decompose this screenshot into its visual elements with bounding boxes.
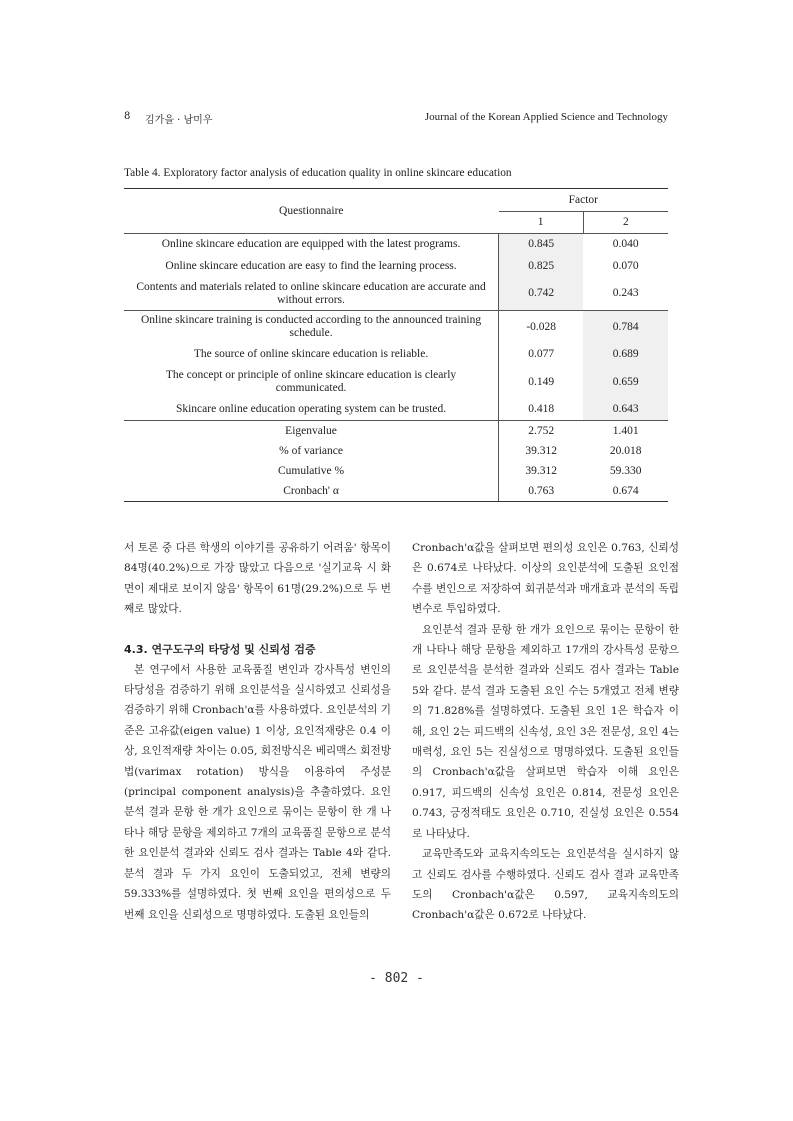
stat-value-f2: 59.330 xyxy=(609,465,642,477)
question-cell: Online skincare education are easy to find the learning process. xyxy=(124,256,499,278)
stat-value-f1: 2.752 xyxy=(499,421,584,442)
stat-value-f1: 39.312 xyxy=(525,445,557,457)
table-row xyxy=(124,256,668,278)
question-cell: Contents and materials related to online skincare education are accurate and without errors. xyxy=(124,278,499,311)
stat-row-eigenvalue xyxy=(124,421,668,442)
col-questionnaire: Questionnaire xyxy=(124,189,499,234)
factor1-cell: 0.418 xyxy=(528,402,555,415)
factor2-cell: 0.784 xyxy=(583,311,668,344)
body-paragraph: 교육만족도와 교육지속의도는 요인분석을 실시하지 않고 신뢰도 검사를 수행하였다. 신뢰도 검사 결과 교육만족도의 Cronbach'α값은 0.597, 교육지속의도의 Cronbach'α값은 0.672로 나타났다. xyxy=(412,848,679,922)
page-footer-number: - 802 - xyxy=(369,971,424,986)
table-header-row xyxy=(124,189,668,212)
stat-value-f2: 1.401 xyxy=(583,421,668,442)
body-paragraph: 서 토론 중 다른 학생의 이야기를 공유하기 어려움' 항목이 84명(40.2%)으로 가장 많았고 다음으로 '실기교육 시 화면이 제대로 보이지 않음' 항목이 61명(29.2%)으로 두 번째로 많았다. xyxy=(124,542,391,616)
question-cell: Skincare online education operating system can be trusted. xyxy=(124,399,499,421)
question-cell: The source of online skincare education is reliable. xyxy=(124,344,499,366)
stat-value-f2: 0.674 xyxy=(583,482,668,502)
body-paragraph: Cronbach'α값을 살펴보면 편의성 요인은 0.763, 신뢰성은 0.674로 나타났다. 이상의 요인분석에 도출된 요인점수를 변인으로 저장하여 회귀분석과 매개효과 분석의 독립변수로 투입하였다. xyxy=(412,542,679,616)
table-row xyxy=(124,344,668,366)
question-cell: Online skincare education are equipped with the latest programs. xyxy=(124,234,499,256)
table-caption: Table 4. Exploratory factor analysis of education quality in online skincare education xyxy=(124,167,512,179)
running-header xyxy=(124,111,668,127)
factor1-cell: 0.149 xyxy=(528,375,555,388)
stat-row-variance xyxy=(124,442,668,462)
factor2-cell: 0.689 xyxy=(583,344,668,366)
factor2-cell: 0.659 xyxy=(583,366,668,399)
stat-label: Eigenvalue xyxy=(124,421,499,442)
factor1-cell: 0.825 xyxy=(499,256,584,278)
col-factor-2: 2 xyxy=(623,216,629,228)
factor2-cell: 0.643 xyxy=(583,399,668,421)
body-paragraph: 본 연구에서 사용한 교육품질 변인과 강사특성 변인의 타당성을 검증하기 위해 요인분석을 실시하였고 신뢰성을 검증하기 위해 Cronbach'α를 사용하였다. 요인분석의 기준은 고유값(eigen value) 1 이상, 요인적재량은 0.4 이상, 요인적재량 차이는 0.05, 회전방식은 베리맥스 회전방법(varimax rotation) 방식을 이용하여 주성분(principal component analysis)을 추출하였다. 요인분석 결과 문항 한 개가 요인으로 묶이는 문항이 한 개 나타나 해당 문항을 제외하고 7개의 교육품질 문항으로 분석한 요인분석 결과와 신뢰도 검사 결과는 Table 4와 같다. 분석 결과 두 가지 요인이 도출되었고, 전체 변량의 59.333%를 설명하였다. 첫 번째 요인을 편의성으로 두 번째 요인을 신뢰성으로 명명하였다. 도출된 요인들의 xyxy=(124,663,391,921)
stat-label: Cumulative % xyxy=(124,462,499,482)
header-page-number: 8 xyxy=(124,111,131,122)
stat-row-cumulative xyxy=(124,462,668,482)
col-factor: Factor xyxy=(499,189,668,212)
stat-label: Cronbach' α xyxy=(124,482,499,502)
header-authors: 김가을 · 남미우 xyxy=(145,115,213,126)
table-row xyxy=(124,311,668,344)
factor1-cell: 0.077 xyxy=(528,348,555,360)
factor1-cell: 0.742 xyxy=(499,278,584,311)
factor1-cell: -0.028 xyxy=(499,311,584,344)
left-column xyxy=(124,538,391,925)
stat-value-f2: 20.018 xyxy=(609,445,642,457)
factor2-cell: 0.040 xyxy=(583,234,668,256)
factor2-cell: 0.070 xyxy=(612,260,639,272)
table-row xyxy=(124,234,668,256)
stat-value-f1: 0.763 xyxy=(499,482,584,502)
factor1-cell: 0.845 xyxy=(499,234,584,256)
body-paragraph: 요인분석 결과 문항 한 개가 요인으로 묶이는 문항이 한 개 나타나 해당 문항을 제외하고 17개의 강사특성 문항으로 요인분석을 분석한 결과와 신뢰도 검사 결과는 Table 5와 같다. 분석 결과 도출된 요인 수는 5개였고 전체 변량의 71.828%를 설명하였다. 도출된 요인 1은 학습자 이해, 요인 2는 피드백의 신속성, 요인 3은 전문성, 요인 4는 매력성, 요인 5는 진실성으로 명명하였다. 도출된 요인들의 Cronbach'α값을 살펴보면 학습자 이해 요인은 0.917, 피드백의 신속성 요인은 0.814, 전문성 요인은 0.743, 긍정적태도 요인은 0.710, 진실성 요인은 0.554로 나타났다. xyxy=(412,623,679,840)
table-row xyxy=(124,366,668,399)
factor-table xyxy=(124,188,668,502)
table-row xyxy=(124,278,668,311)
factor2-cell: 0.243 xyxy=(612,287,639,300)
stat-row-cronbach xyxy=(124,482,668,502)
stat-label: % of variance xyxy=(124,442,499,462)
stat-value-f1: 39.312 xyxy=(525,465,557,477)
header-journal: Journal of the Korean Applied Science and Technology xyxy=(424,111,668,123)
right-column xyxy=(412,538,679,926)
question-cell: The concept or principle of online skincare education is clearly communicated. xyxy=(124,366,499,399)
col-factor-1: 1 xyxy=(499,212,584,234)
section-heading: 4.3. 연구도구의 타당성 및 신뢰성 검증 xyxy=(124,642,316,656)
table-row xyxy=(124,399,668,421)
question-cell: Online skincare training is conducted according to the announced training schedule. xyxy=(124,311,499,344)
